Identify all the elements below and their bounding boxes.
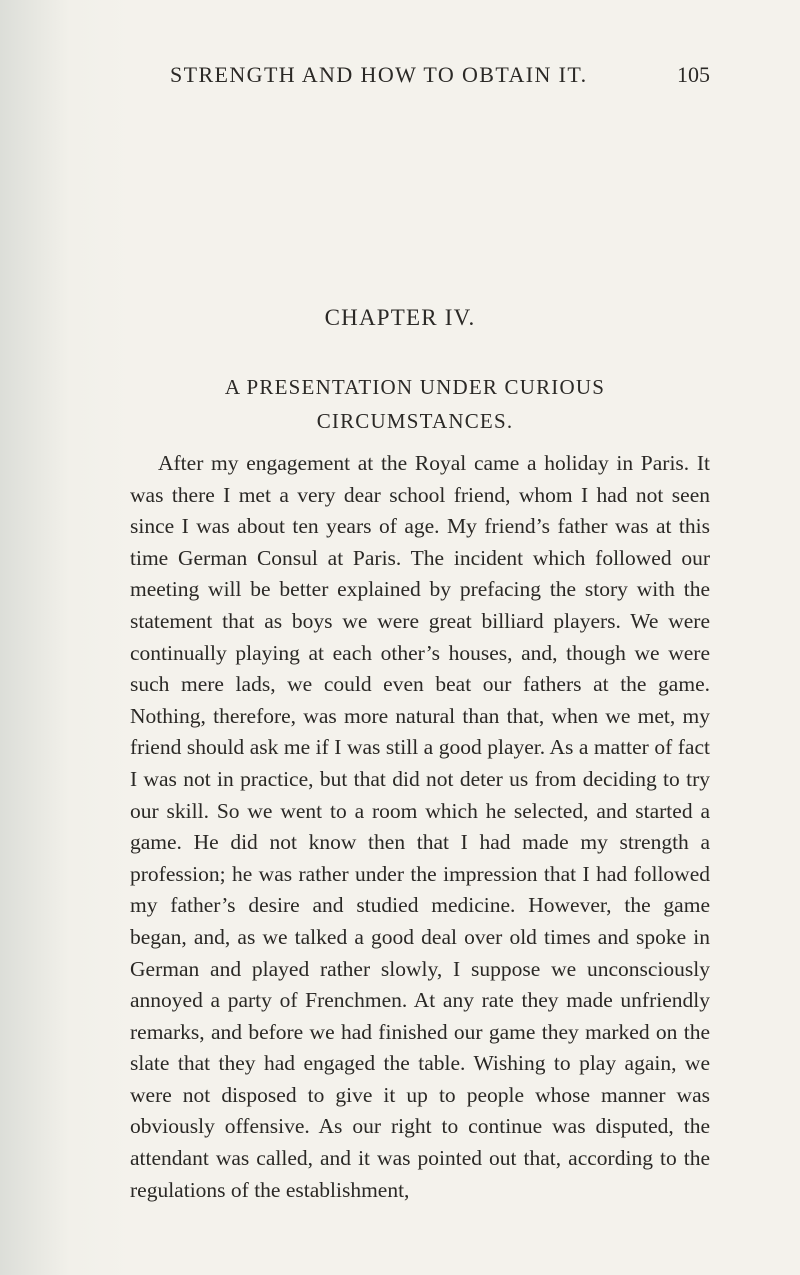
running-title: STRENGTH AND HOW TO OBTAIN IT. bbox=[170, 62, 588, 87]
page-number: 105 bbox=[677, 62, 710, 87]
chapter-title: A PRESENTATION UNDER CURIOUS CIRCUMSTANCES. bbox=[224, 375, 606, 433]
body-paragraph: After my engagement at the Royal came a holiday in Paris. It was there I met a very dear school friend, whom I had not seen since I was about ten years of age. My friend’s father was at this time German Consul at Paris. The incident which followed our meeting will be better explained by prefacing the story with the statement that as boys we were great billiard players. We were continually playing at each other’s houses, and, though we were such mere lads, we could even beat our fathers at the game. Nothing, therefore, was more natural than that, when we met, my friend should ask me if I was still a good player. As a matter of fact I was not in practice, but that did not deter us from deciding to try our skill. So we went to a room which he selected, and started a game. He did not know then that I had made my strength a profession; he was rather under the impression that I had followed my father’s desire and studied medicine. However, the game began, and, as we talked a good deal over old times and spoke in German and played rather slowly, I suppose we unconsciously annoyed a party of Frenchmen. At any rate they made unfriendly remarks, and before we had finished our game they marked on the slate that they had engaged the table. Wishing to play again, we were not disposed to give it up to people whose manner was obviously offensive. As our right to continue was disputed, the attendant was called, and it was pointed out that, according to the regulations of the establishment, bbox=[130, 451, 710, 1202]
chapter-number: CHAPTER IV. bbox=[324, 305, 476, 330]
running-head bbox=[170, 62, 710, 92]
